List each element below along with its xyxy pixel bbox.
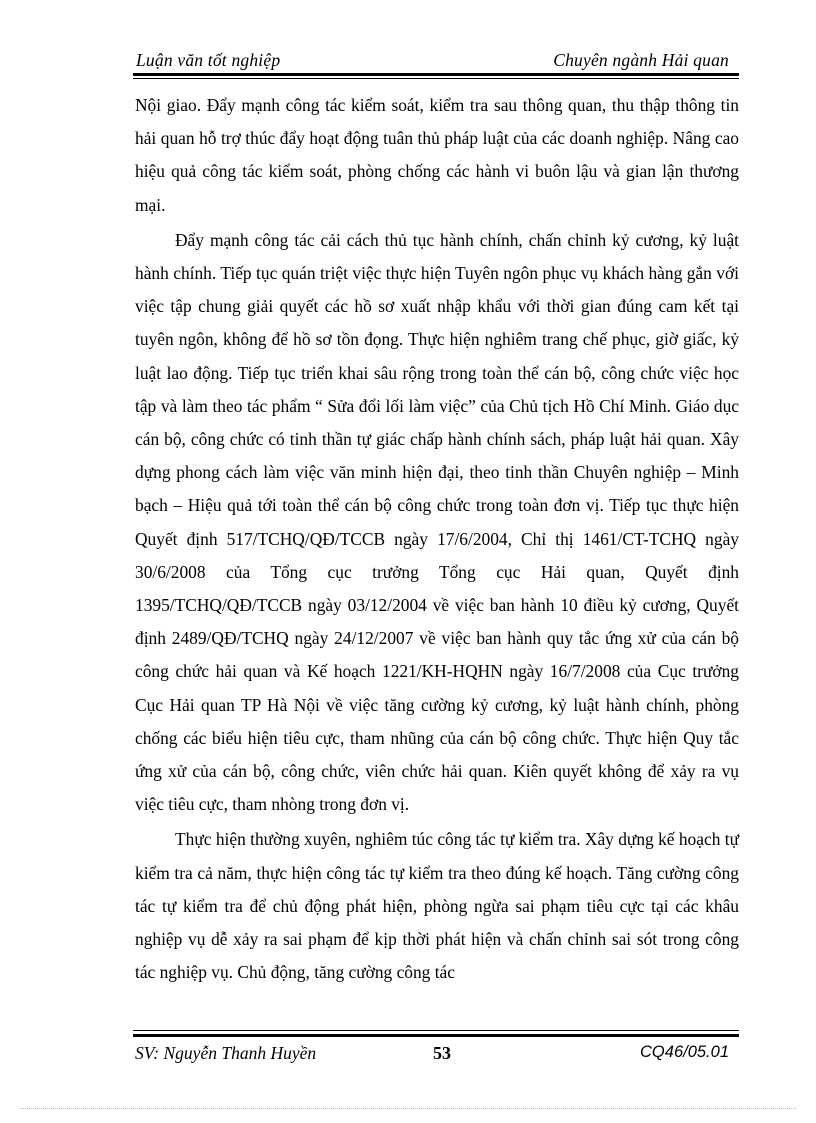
paragraph-3: Thực hiện thường xuyên, nghiêm túc công tác tự kiểm tra. Xây dựng kế hoạch tự kiểm tra cả năm, thực hiện công tác tự kiểm tra theo đúng kế hoạch. Tăng cường công tác tự kiểm tra để chủ động phát hiện, phòng ngừa sai phạm tiêu cực tại các khâu nghiệp vụ dễ xảy ra sai phạm để kịp thời phát hiện và chấn chỉnh sai sót trong công tác nghiệp vụ. Chủ động, tăng cường công tác — [135, 829, 739, 983]
header-rule-thick — [133, 73, 739, 76]
paragraph-2: Đẩy mạnh công tác cải cách thủ tục hành chính, chấn chỉnh kỷ cương, kỷ luật hành chính. Tiếp tục quán triệt việc thực hiện Tuyên ngôn phục vụ khách hàng gắn với việc tập chung giải quyết các hồ sơ xuất nhập khẩu với thời gian đúng cam kết tại tuyên ngôn, không để hồ sơ tồn đọng. Thực hiện nghiêm trang chế phục, giờ giấc, kỷ luật lao động. Tiếp tục triển khai sâu rộng trong toàn thể cán bộ, công chức việc học tập và làm theo tác phẩm “ Sửa đổi lối làm việc” của Chủ tịch Hồ Chí Minh. Giáo dục cán bộ, công chức có tinh thần tự giác chấp hành chính sách, pháp luật hải quan. Xây dựng phong cách làm việc văn minh hiện đại, theo tinh thần Chuyên nghiệp – Minh bạch – Hiệu quả tới toàn thể cán bộ công chức trong toàn đơn vị. Tiếp tục thực hiện Quyết định 517/TCHQ/QĐ/TCCB ngày 17/6/2004, Chỉ thị 1461/CT-TCHQ ngày 30/6/2008 của Tổng cục trưởng Tổng cục Hải quan, Quyết định 1395/TCHQ/QĐ/TCCB ngày 03/12/2004 về việc ban hành 10 điều kỷ cương, Quyết định 2489/QĐ/TCHQ ngày 24/12/2007 về việc ban hành quy tắc ứng xử của cán bộ công chức hải quan và Kế hoạch 1221/KH-HQHN ngày 16/7/2008 của Cục trưởng Cục Hải quan TP Hà Nội về việc tăng cường kỷ cương, kỷ luật hành chính, phòng chống các biểu hiện tiêu cực, tham nhũng của cán bộ công chức. Thực hiện Quy tắc ứng xử của cán bộ, công chức, viên chức hải quan. Kiên quyết không để xảy ra vụ việc tiêu cực, tham nhòng trong đơn vị. — [135, 229, 739, 815]
footer-class-code: CQ46/05.01 — [640, 1043, 729, 1061]
page-footer — [133, 1040, 739, 1070]
page-number: 53 — [433, 1043, 451, 1063]
page-header — [133, 46, 737, 74]
header-major-label: Chuyên ngành Hải quan — [553, 50, 729, 70]
footer-rule-thin — [133, 1030, 739, 1031]
footer-student-name: SV: Nguyễn Thanh Huyền — [135, 1043, 317, 1063]
page-edge-divider — [20, 1108, 796, 1109]
footer-rule-thick — [133, 1034, 739, 1037]
paragraph-1: Nội giao. Đẩy mạnh công tác kiểm soát, kiểm tra sau thông quan, thu thập thông tin hải quan hỗ trợ thúc đẩy hoạt động tuân thủ pháp luật của các doanh nghiệp. Nâng cao hiệu quả công tác kiểm soát, phòng chống các hành vi buôn lậu và gian lận thương mại. — [135, 95, 739, 215]
header-rule-thin — [133, 78, 739, 79]
header-thesis-label: Luận văn tốt nghiệp — [136, 50, 281, 70]
body-text — [135, 89, 739, 989]
